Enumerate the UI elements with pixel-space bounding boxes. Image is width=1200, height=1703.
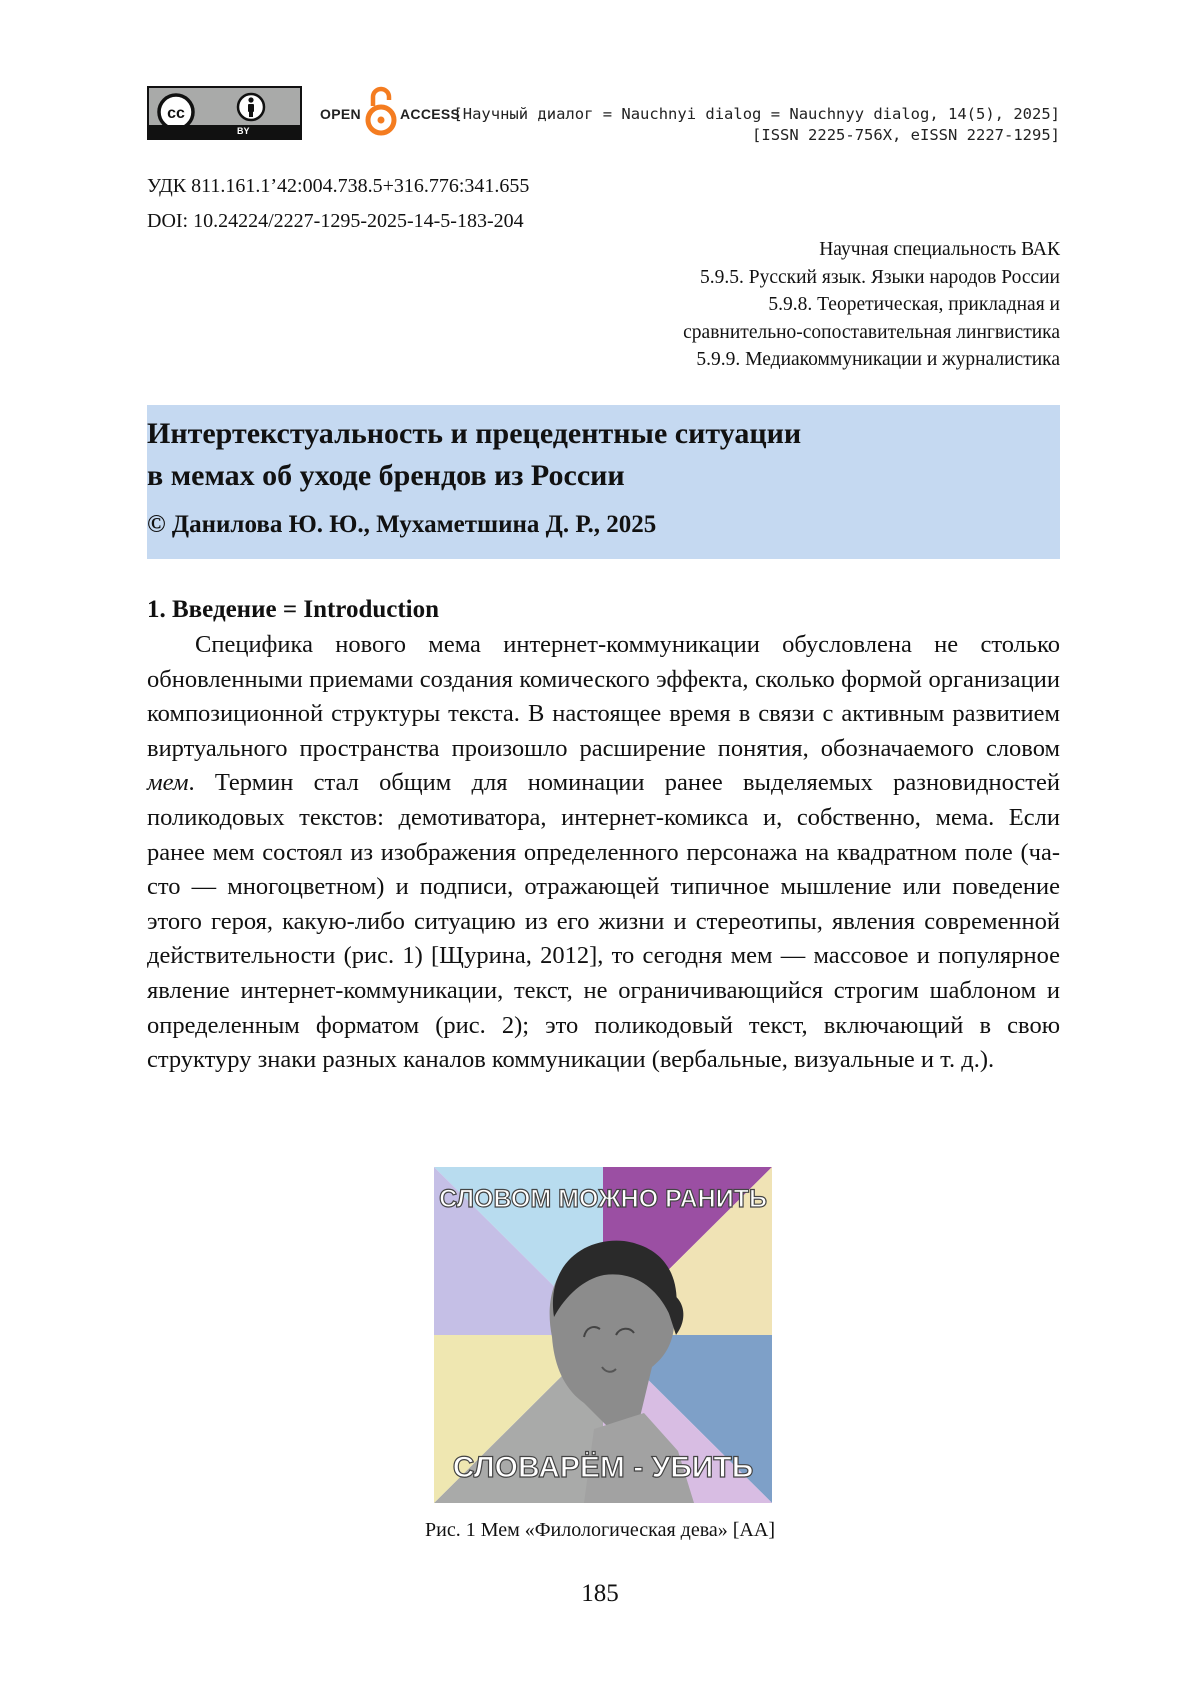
cc-by-license-badge — [147, 86, 302, 140]
by-person-icon — [236, 92, 266, 122]
vak-specialty — [683, 236, 1060, 374]
vak-heading: Научная специальность ВАК — [819, 239, 1060, 260]
journal-citation: [Научный диалог = Nauchnyi dialog = Nauchnyy dialog, 14(5), 2025] — [453, 105, 1060, 123]
open-access-logo — [318, 86, 461, 142]
section-heading: 1. Введение = Introduction — [147, 596, 440, 623]
vak-line: сравнительно-сопоставительная лингвистика — [683, 321, 1060, 343]
figure-caption: Рис. 1 Мем «Филологическая дева» [АА] — [425, 1519, 775, 1541]
article-title-line: в мемах об уходе брендов из России — [147, 459, 625, 492]
cc-icon — [149, 88, 300, 125]
meme-illustration — [434, 1167, 772, 1503]
vak-line: 5.9.9. Медиакоммуникации и журналистика — [696, 349, 1060, 370]
page-number: 185 — [581, 1580, 619, 1607]
doi: DOI: 10.24224/2227-1295-2025-14-5-183-204 — [147, 210, 524, 232]
vak-line: 5.9.8. Теоретическая, прикладная и — [768, 294, 1060, 315]
vak-line: 5.9.5. Русский язык. Языки народов России — [699, 266, 1060, 288]
udk-code: УДК 811.161.1’42:004.738.5+316.776:341.655 — [147, 175, 530, 197]
body-paragraph — [147, 628, 1060, 1078]
article-authors: © Данилова Ю. Ю., Мухаметшина Д. Р., 2025 — [147, 511, 657, 538]
article-title-box — [147, 405, 1060, 559]
by-label: BY — [237, 126, 250, 136]
journal-reference — [453, 104, 1060, 146]
open-lock-icon — [364, 86, 398, 136]
meme-bottom-caption: СЛОВАРЁМ - УБИТЬ — [452, 1451, 754, 1484]
svg-text:cc: cc — [167, 105, 185, 122]
meme-top-caption: СЛОВОМ МОЖНО РАНИТЬ — [439, 1185, 767, 1213]
journal-issn: [ISSN 2225-756X, eISSN 2227-1295] — [752, 126, 1060, 144]
open-label: OPEN — [320, 106, 361, 122]
paragraph-text: . Термин стал общим для номинации ранее выделяемых разновидностей поликодовых текстов: демотиватора, интернет-комикса и, собственно, мема. Если ранее мем состоял из изображения определенного персонажа на квадратном поле (часто — многоцветном) и подписи, отражающей типичное мышление или поведение этого героя, какую-либо ситуацию из его жизни и стереотипы, явления современной действительности (рис. 1) [Щурина, 2012], то сегодня мем — массовое и популярное явление интернет-коммуникации, текст, не ограничивающийся строгим шаблоном и определенным форматом (рис. 2); это поликодовый текст, включающий в свою структуру знаки разных каналов коммуникации (вербальные, визуальные и т. д.). — [147, 769, 1060, 1074]
article-title-line: Интертекстуальность и прецедентные ситуации — [147, 417, 802, 450]
paragraph-italic-term: мем — [147, 769, 189, 797]
access-label: ACCESS — [400, 106, 461, 122]
paragraph-text: Специфика нового мема интернет-коммуникации обусловлена не столько обновленными приемами создания комического эффекта, сколько формой организации композиционной структуры текста. В настоящее время в связи с активным развитием виртуального пространства произошло расширение понятия, обозначаемого словом — [147, 631, 1060, 762]
by-strip — [149, 125, 300, 138]
meme-image-philological-maiden — [434, 1167, 772, 1503]
